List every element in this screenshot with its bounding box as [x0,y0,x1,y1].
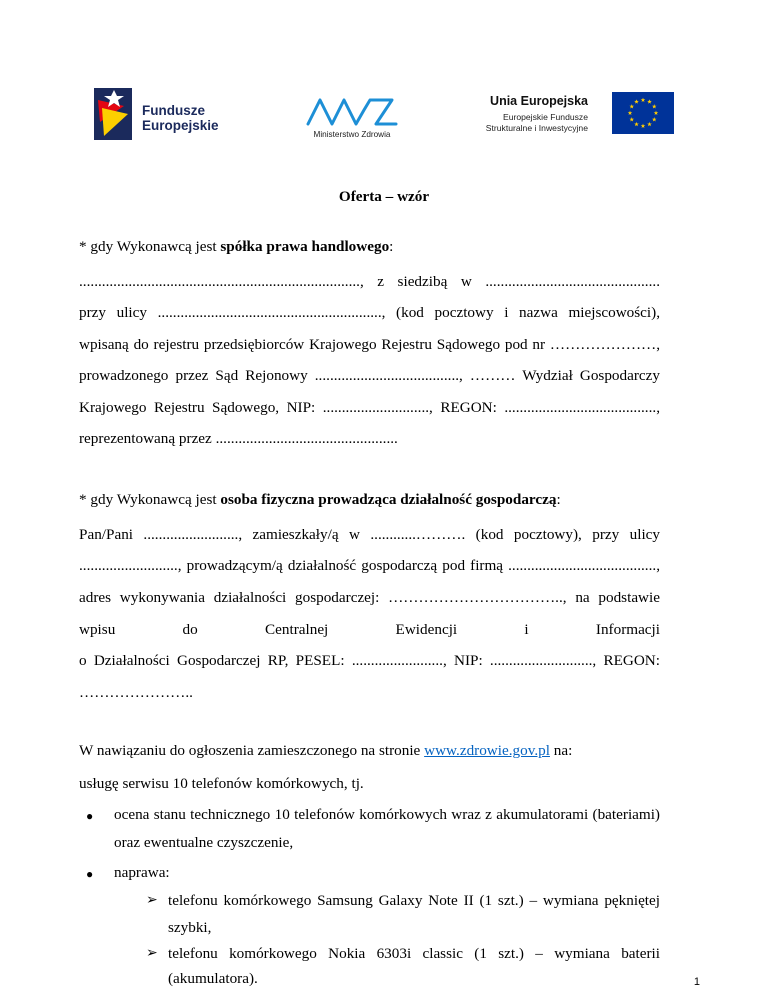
fundusze-line-2: Europejskie [142,118,219,133]
bullet-1-line-1: ocena stanu technicznego 10 telefonów komórkowych wraz z akumulatorami (bateriami) [114,806,660,823]
fundusze-europejskie-logo [92,86,232,142]
section-1-line-4: prowadzonego przez Sąd Rejonowy ......................................, ……… Wydział Gospodarczy [79,367,660,384]
section-1-heading-suffix: : [389,238,394,255]
announcement-suffix: na: [549,742,573,759]
section-1-heading-prefix: * gdy Wykonawcą jest [79,238,221,255]
unia-europejska-logo [470,88,670,144]
announcement-prefix: W nawiązaniu do ogłoszenia zamieszczonego na stronie [79,742,425,759]
service-description: usługę serwisu 10 telefonów komórkowych, tj. [79,775,364,792]
section-2-heading-suffix: : [556,491,561,508]
section-1-heading [79,238,393,256]
eu-flag-icon [612,92,674,134]
zdrowie-website-link[interactable]: www.zdrowie.gov.pl [424,742,550,759]
arrow-bullet-icon: ➢ [146,946,158,961]
section-2-line-5: o Działalności Gospodarczej RP, PESEL: ........................, NIP: ..........................., REGON: [79,652,660,669]
section-2-heading [79,491,561,509]
fundusze-line-1: Fundusze [142,103,205,118]
unia-europejska-title: Unia Europejska [490,94,588,108]
sub-bullet-1-line-2: szybki, [168,919,212,936]
section-1-line-5: Krajowego Rejestru Sądowego, NIP: ............................, REGON: ........................................, [79,399,660,416]
section-1-line-6: reprezentowaną przez ................................................ [79,430,398,447]
section-2-line-6: ………………….. [79,684,193,701]
section-2-heading-bold: osoba fizyczna prowadząca działalność gospodarczą [220,491,557,508]
section-1-heading-bold: spółka prawa handlowego [220,238,390,255]
section-1-line-3: wpisaną do rejestru przedsiębiorców Krajowego Rejestru Sądowego pod nr …………………, [79,336,660,353]
fundusze-europejskie-emblem [92,86,138,142]
unia-subtitle-line-1: Europejskie Fundusze [502,112,588,122]
section-2-heading-prefix: * gdy Wykonawcą jest [79,491,221,508]
ministerstwo-zdrowia-logo [300,94,404,144]
section-2-line-4: wpisu do Centralnej Ewidencji i Informacji [79,621,660,638]
unia-subtitle-line-2: Strukturalne i Inwestycyjne [485,123,588,133]
sub-bullet-2-line-2: (akumulatora). [168,970,258,987]
sub-bullet-1-line-1: telefonu komórkowego Samsung Galaxy Note II (1 szt.) – wymiana pękniętej [168,892,660,909]
document-title: Oferta – wzór [338,188,430,205]
ministerstwo-zdrowia-text: Ministerstwo Zdrowia [313,130,391,139]
section-2-line-1: Pan/Pani ........................., zamieszkały/ą w ............………. (kod pocztowy), przy ulicy [79,526,660,543]
bullet-1-line-2: oraz ewentualne czyszczenie, [114,834,294,851]
sub-bullet-2-line-1: telefonu komórkowego Nokia 6303i classic (1 szt.) – wymiana baterii [168,945,660,962]
section-1-line-2: przy ulicy ..........................................................., (kod pocztowy i nazwa miejscowości), [79,304,660,321]
section-1-line-1: .........................................................................., z siedzibą w .............................................. [79,273,660,290]
section-2-line-3: adres wykonywania działalności gospodarczej: …………………………….., na podstawie [79,589,660,606]
logo-bar [0,78,768,153]
page-number: 1 [693,976,700,988]
bullet-dot-icon: ● [86,867,94,881]
announcement-line [79,742,572,760]
bullet-2-line-1: naprawa: [114,864,170,881]
section-2-line-2: .........................., prowadzącym/ą działalność gospodarczą pod firmą ......................................., [79,557,660,574]
bullet-dot-icon: ● [86,809,94,823]
arrow-bullet-icon: ➢ [146,893,158,908]
fundusze-europejskie-text [142,103,219,133]
unia-europejska-subtitle [486,112,588,134]
ministerstwo-zdrowia-emblem [304,94,400,128]
